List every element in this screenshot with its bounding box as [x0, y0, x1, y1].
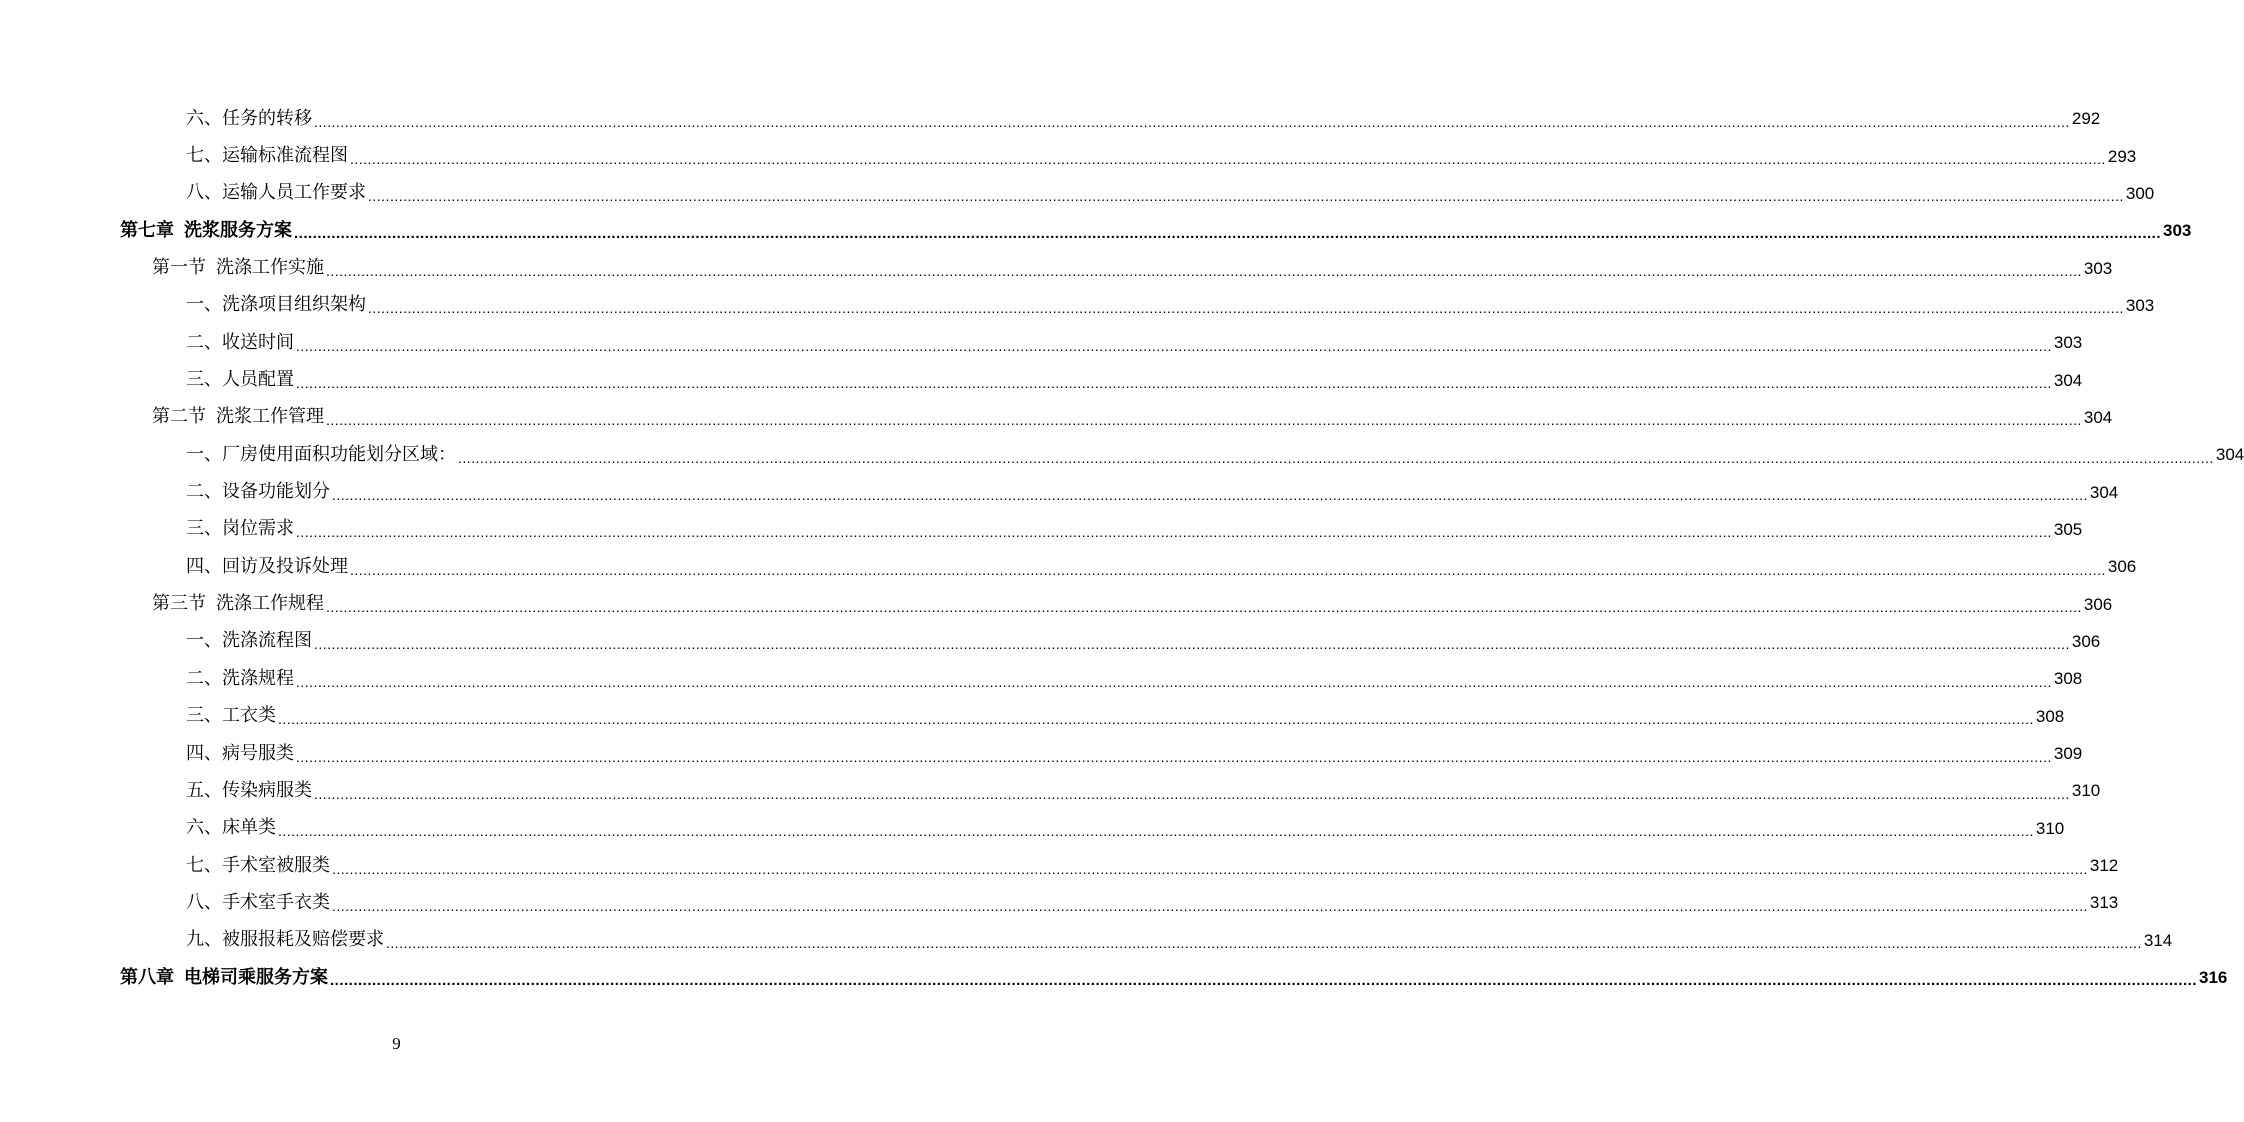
toc-item-title: 八、手术室手衣类	[186, 891, 330, 913]
table-of-contents	[0, 100, 2244, 996]
toc-item-title: 三、工衣类	[186, 705, 276, 727]
toc-entry-item[interactable]	[0, 772, 2101, 809]
toc-entry-item[interactable]	[0, 548, 2137, 585]
dot-leader: ................................................................................................................................................................................................................................................................................................................................................................................................................	[350, 561, 2106, 578]
toc-item-title: 一、厂房使用面积功能划分区域：	[186, 443, 456, 465]
dot-leader: ................................................................................................................................................................................................................................................................................................................................................................................................................	[326, 599, 2082, 616]
toc-entry-title	[186, 632, 312, 650]
toc-entry-item[interactable]	[0, 660, 2083, 697]
toc-page-number: 312	[2089, 856, 2119, 876]
toc-entry-title	[186, 184, 366, 202]
toc-entry-title	[186, 819, 276, 837]
toc-entry-item[interactable]	[0, 473, 2119, 510]
toc-entry-title	[186, 331, 294, 353]
toc-entry-item[interactable]	[0, 623, 2101, 660]
toc-entry-title	[186, 667, 294, 689]
page-number: 9	[392, 1034, 401, 1053]
toc-item-title: 八、运输人员工作要求	[186, 182, 366, 204]
toc-entry-title	[152, 408, 324, 426]
toc-entry-title	[186, 296, 366, 314]
toc-entry-item[interactable]	[0, 511, 2083, 548]
toc-entry-title	[186, 147, 348, 165]
toc-item-title: 四、回访及投诉处理	[186, 555, 348, 577]
toc-section-label: 第二节	[152, 406, 206, 428]
toc-section-name: 洗浆工作管理	[216, 406, 324, 428]
toc-entry-title	[186, 779, 312, 801]
toc-section-name: 洗涤工作实施	[216, 257, 324, 279]
toc-page-number: 306	[2083, 594, 2113, 614]
toc-item-title: 一、洗涤项目组织架构	[186, 294, 366, 316]
toc-section-label: 第三节	[152, 593, 206, 615]
toc-entry-item[interactable]	[0, 735, 2083, 772]
dot-leader: ................................................................................................................................................................................................................................................................................................................................................................................................................	[314, 785, 2070, 802]
toc-entry-title	[120, 966, 328, 988]
toc-entry-section[interactable]	[0, 399, 2113, 436]
toc-entry-item[interactable]	[0, 847, 2119, 884]
dot-leader: ................................................................................................................................................................................................................................................................................................................................................................................................................	[326, 263, 2082, 280]
toc-entry-item[interactable]	[0, 436, 2244, 473]
toc-item-title: 二、设备功能划分	[186, 481, 330, 503]
toc-page-number: 306	[2107, 557, 2137, 577]
toc-entry-title	[152, 259, 324, 277]
toc-page-number: 304	[2053, 370, 2083, 390]
dot-leader: ................................................................................................................................................................................................................................................................................................................................................................................................................	[296, 524, 2052, 541]
toc-item-title: 二、收送时间	[186, 331, 294, 353]
toc-page-number: 304	[2089, 482, 2119, 502]
toc-item-title: 六、任务的转移	[186, 107, 312, 129]
toc-entry-item[interactable]	[0, 100, 2101, 137]
toc-entry-chapter[interactable]	[0, 959, 2228, 996]
toc-page-number: 303	[2053, 333, 2083, 353]
toc-page-number: 292	[2071, 109, 2101, 129]
toc-page-number: 316	[2199, 968, 2228, 988]
dot-leader: ................................................................................................................................................................................................................................................................................................................................................................................................................	[332, 487, 2088, 504]
toc-page-number: 305	[2053, 519, 2083, 539]
toc-entry-section[interactable]	[0, 249, 2113, 286]
toc-entry-title	[152, 595, 324, 613]
toc-section-label: 第一节	[152, 257, 206, 279]
toc-entry-item[interactable]	[0, 137, 2137, 174]
toc-page-number: 300	[2125, 183, 2155, 203]
toc-item-title: 七、运输标准流程图	[186, 145, 348, 167]
dot-leader: ................................................................................................................................................................................................................................................................................................................................................................................................................	[278, 711, 2034, 728]
toc-entry-title	[186, 891, 330, 913]
dot-leader: ................................................................................................................................................................................................................................................................................................................................................................................................................	[296, 375, 2052, 392]
dot-leader: ................................................................................................................................................................................................................................................................................................................................................................................................................	[294, 225, 2161, 243]
toc-item-title: 七、手术室被服类	[186, 854, 330, 876]
dot-leader: ................................................................................................................................................................................................................................................................................................................................................................................................................	[278, 823, 2034, 840]
dot-leader: ................................................................................................................................................................................................................................................................................................................................................................................................................	[332, 860, 2088, 877]
toc-page-number: 310	[2035, 818, 2065, 838]
toc-entry-item[interactable]	[0, 922, 2173, 959]
toc-entry-title	[186, 483, 330, 501]
toc-item-title: 三、人员配置	[186, 369, 294, 391]
toc-entry-title	[186, 107, 312, 129]
toc-page-number: 303	[2125, 295, 2155, 315]
toc-item-title: 五、传染病服类	[186, 779, 312, 801]
toc-page-number: 309	[2053, 744, 2083, 764]
dot-leader: ................................................................................................................................................................................................................................................................................................................................................................................................................	[314, 636, 2070, 653]
toc-item-title: 六、床单类	[186, 817, 276, 839]
toc-entry-section[interactable]	[0, 585, 2113, 622]
toc-entry-item[interactable]	[0, 324, 2083, 361]
toc-entry-title	[186, 371, 294, 389]
dot-leader: ................................................................................................................................................................................................................................................................................................................................................................................................................	[296, 748, 2052, 765]
dot-leader: ................................................................................................................................................................................................................................................................................................................................................................................................................	[314, 113, 2070, 130]
toc-item-title: 九、被服报耗及赔偿要求	[186, 929, 384, 951]
toc-entry-item[interactable]	[0, 884, 2119, 921]
dot-leader: ................................................................................................................................................................................................................................................................................................................................................................................................................	[326, 412, 2082, 429]
toc-page-number: 303	[2083, 258, 2113, 278]
toc-chapter-label: 第七章	[120, 219, 174, 241]
toc-page-number: 308	[2035, 706, 2065, 726]
toc-page-number: 308	[2053, 669, 2083, 689]
toc-entry-title	[186, 742, 294, 764]
toc-page-number: 303	[2163, 221, 2192, 241]
dot-leader: ................................................................................................................................................................................................................................................................................................................................................................................................................	[296, 673, 2052, 690]
toc-page-number: 304	[2083, 407, 2113, 427]
dot-leader: ................................................................................................................................................................................................................................................................................................................................................................................................................	[332, 897, 2088, 914]
toc-entry-item[interactable]	[0, 287, 2155, 324]
toc-item-title: 一、洗涤流程图	[186, 630, 312, 652]
toc-page-number: 310	[2071, 781, 2101, 801]
toc-entry-title	[186, 443, 456, 465]
toc-item-title: 三、岗位需求	[186, 518, 294, 540]
dot-leader: ................................................................................................................................................................................................................................................................................................................................................................................................................	[386, 935, 2142, 952]
toc-entry-title	[120, 219, 292, 241]
toc-entry-title	[186, 707, 276, 725]
toc-page-number: 306	[2071, 631, 2101, 651]
dot-leader: ................................................................................................................................................................................................................................................................................................................................................................................................................	[368, 188, 2124, 205]
toc-entry-title	[186, 854, 330, 876]
toc-entry-item[interactable]	[0, 361, 2083, 398]
toc-entry-title	[186, 931, 384, 949]
dot-leader: ................................................................................................................................................................................................................................................................................................................................................................................................................	[330, 972, 2197, 990]
toc-entry-item[interactable]	[0, 810, 2065, 847]
toc-page-number: 314	[2143, 930, 2173, 950]
dot-leader: ................................................................................................................................................................................................................................................................................................................................................................................................................	[368, 300, 2124, 317]
toc-page-number: 304	[2215, 445, 2244, 465]
toc-item-title: 四、病号服类	[186, 742, 294, 764]
toc-section-name: 洗涤工作规程	[216, 593, 324, 615]
dot-leader: ................................................................................................................................................................................................................................................................................................................................................................................................................	[296, 337, 2052, 354]
toc-chapter-label: 第八章	[120, 966, 174, 988]
dot-leader: ................................................................................................................................................................................................................................................................................................................................................................................................................	[350, 151, 2106, 168]
toc-entry-item[interactable]	[0, 698, 2065, 735]
toc-chapter-name: 洗浆服务方案	[184, 219, 292, 241]
toc-entry-item[interactable]	[0, 175, 2155, 212]
toc-page-number: 293	[2107, 146, 2137, 166]
toc-chapter-name: 电梯司乘服务方案	[184, 966, 328, 988]
toc-page-number: 313	[2089, 893, 2119, 913]
toc-entry-title	[186, 520, 294, 538]
toc-entry-chapter[interactable]	[0, 212, 2192, 249]
dot-leader: ................................................................................................................................................................................................................................................................................................................................................................................................................	[458, 449, 2214, 466]
toc-item-title: 二、洗涤规程	[186, 667, 294, 689]
toc-entry-title	[186, 555, 348, 577]
